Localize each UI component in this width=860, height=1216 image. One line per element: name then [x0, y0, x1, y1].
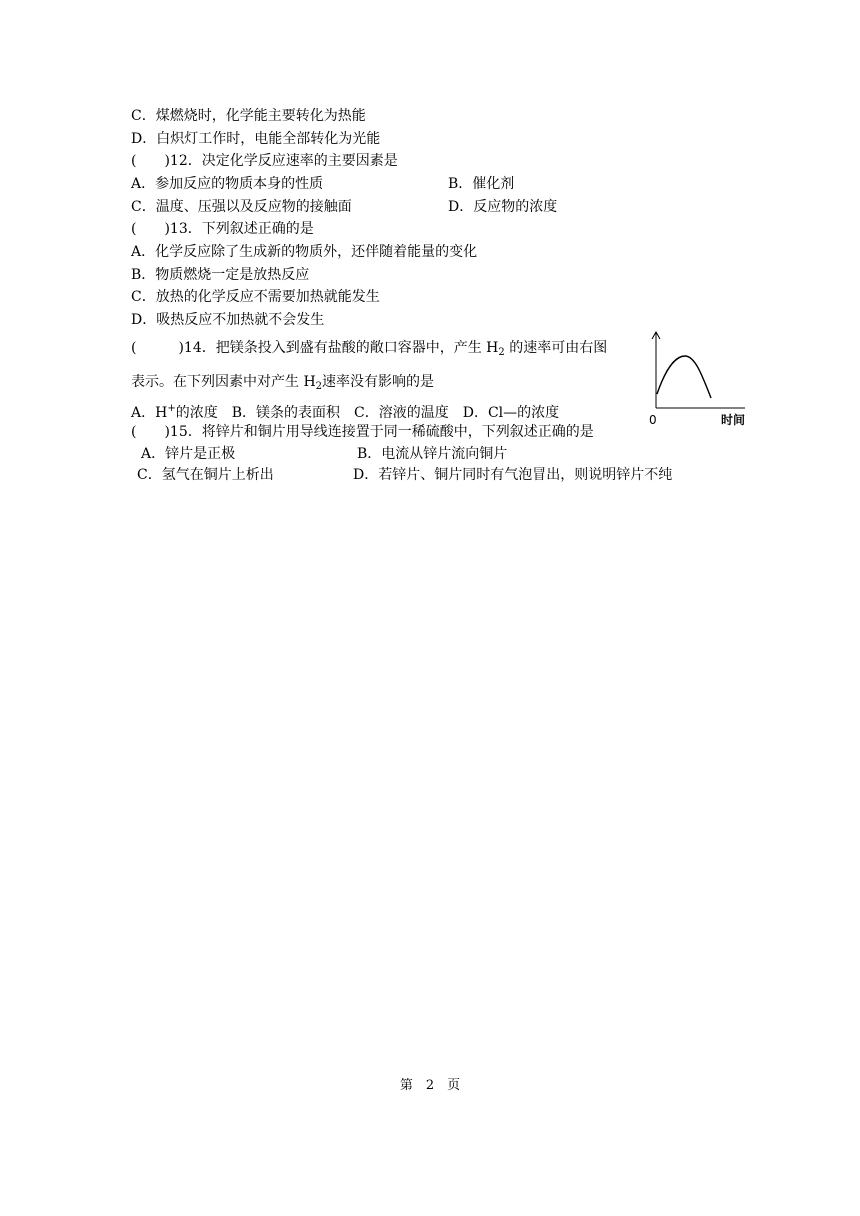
q15-option-b: B．电流从锌片流向铜片: [357, 446, 508, 462]
q15-option-d: D．若锌片、铜片同时有气泡冒出，则说明锌片不纯: [353, 467, 673, 483]
q12-option-d: D．反应物的浓度: [448, 199, 558, 215]
q15-option-c: C．氢气在铜片上析出: [137, 467, 274, 483]
q12-option-a: A．参加反应的物质本身的性质: [131, 176, 324, 192]
q12-option-c: C．温度、压强以及反应物的接触面: [131, 199, 352, 215]
q12-option-b: B．催化剂: [448, 176, 515, 192]
x-axis-label: 时间: [721, 413, 746, 427]
rate-time-graph: [645, 330, 755, 430]
rate-curve: [657, 356, 711, 398]
origin-label: 0: [649, 413, 657, 427]
q15-option-a: A．锌片是正极: [141, 446, 236, 462]
page-number: 第 2 页: [399, 1078, 461, 1093]
